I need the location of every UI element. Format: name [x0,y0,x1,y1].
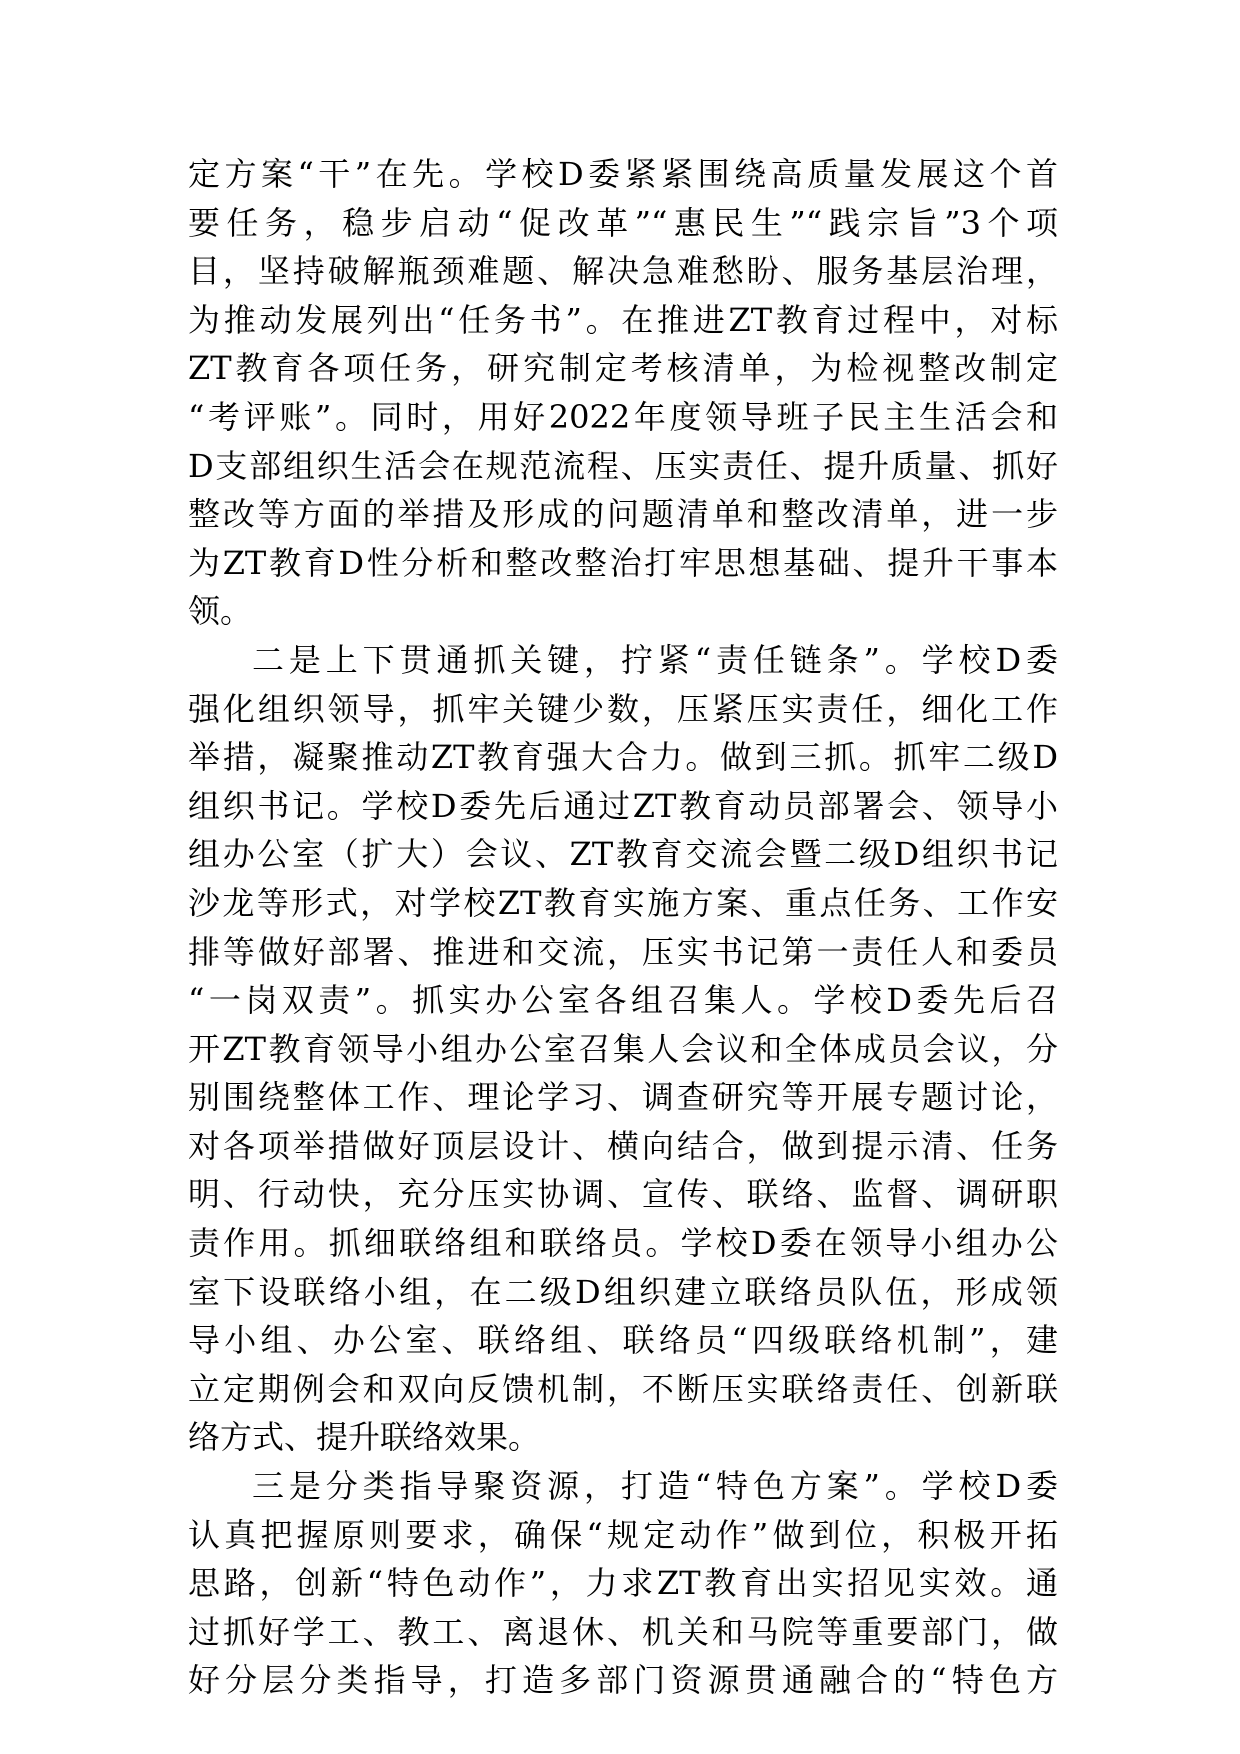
paragraph-3 [188,1462,1058,1705]
text-line: 定方案“干”在先。学校D委紧紧围绕高质量发展这个首 [188,155,1058,193]
text-line: 强化组织领导，抓牢关键少数，压紧压实责任，细化工作 [188,689,1058,728]
text-line: 为推动发展列出“任务书”。在推进ZT教育过程中，对标 [188,300,1058,339]
text-line: D支部组织生活会在规范流程、压实责任、提升质量、抓好 [188,446,1058,485]
text-line: 络方式、提升联络效果。 [188,1418,541,1457]
text-line: 组办公室（扩大）会议、ZT教育交流会暨二级D组织书记 [188,835,1058,874]
text-line: 沙龙等形式，对学校ZT教育实施方案、重点任务、工作安 [188,883,1058,922]
paragraph-1 [188,150,1058,636]
text-line: 明、行动快，充分压实协调、宣传、联络、监督、调研职 [188,1175,1058,1214]
text-line: 思路，创新“特色动作”，力求ZT教育出实招见实效。通 [188,1564,1058,1603]
text-line: 领。 [188,592,253,631]
document-page [188,150,1058,1705]
text-line: 室下设联络小组，在二级D组织建立联络员队伍，形成领 [188,1272,1058,1311]
text-line: 责作用。抓细联络组和联络员。学校D委在领导小组办公 [188,1224,1058,1263]
text-line: 开ZT教育领导小组办公室召集人会议和全体成员会议，分 [188,1029,1058,1068]
text-line: 立定期例会和双向反馈机制，不断压实联络责任、创新联 [188,1369,1058,1408]
text-line: 认真把握原则要求，确保“规定动作”做到位，积极开拓 [188,1515,1058,1554]
text-line: 目，坚持破解瓶颈难题、解决急难愁盼、服务基层治理， [188,252,1058,291]
text-line: 好分层分类指导，打造多部门资源贯通融合的“特色方 [188,1661,1058,1700]
text-line: 整改等方面的举措及形成的问题清单和整改清单，进一步 [188,495,1058,534]
text-line: “一岗双责”。抓实办公室各组召集人。学校D委先后召 [188,981,1058,1020]
paragraph-2 [188,636,1058,1462]
text-line: “考评账”。同时，用好2022年度领导班子民主生活会和 [188,397,1058,436]
text-line: 二是上下贯通抓关键，拧紧“责任链条”。学校D委 [252,640,1058,679]
text-line: 排等做好部署、推进和交流，压实书记第一责任人和委员 [188,932,1058,971]
text-line: 组织书记。学校D委先后通过ZT教育动员部署会、领导小 [188,786,1058,825]
text-line: ZT教育各项任务，研究制定考核清单，为检视整改制定 [188,349,1058,388]
text-line: 为ZT教育D性分析和整改整治打牢思想基础、提升干事本 [188,543,1058,582]
text-line: 对各项举措做好顶层设计、横向结合，做到提示清、任务 [188,1126,1058,1165]
text-line: 过抓好学工、教工、离退休、机关和马院等重要部门，做 [188,1612,1058,1651]
text-line: 要任务，稳步启动“促改革”“惠民生”“践宗旨”3个项 [188,203,1058,242]
text-line: 三是分类指导聚资源，打造“特色方案”。学校D委 [252,1467,1058,1506]
text-line: 举措，凝聚推动ZT教育强大合力。做到三抓。抓牢二级D [188,738,1058,777]
text-line: 导小组、办公室、联络组、联络员“四级联络机制”，建 [188,1321,1058,1360]
text-line: 别围绕整体工作、理论学习、调查研究等开展专题讨论， [188,1078,1058,1117]
